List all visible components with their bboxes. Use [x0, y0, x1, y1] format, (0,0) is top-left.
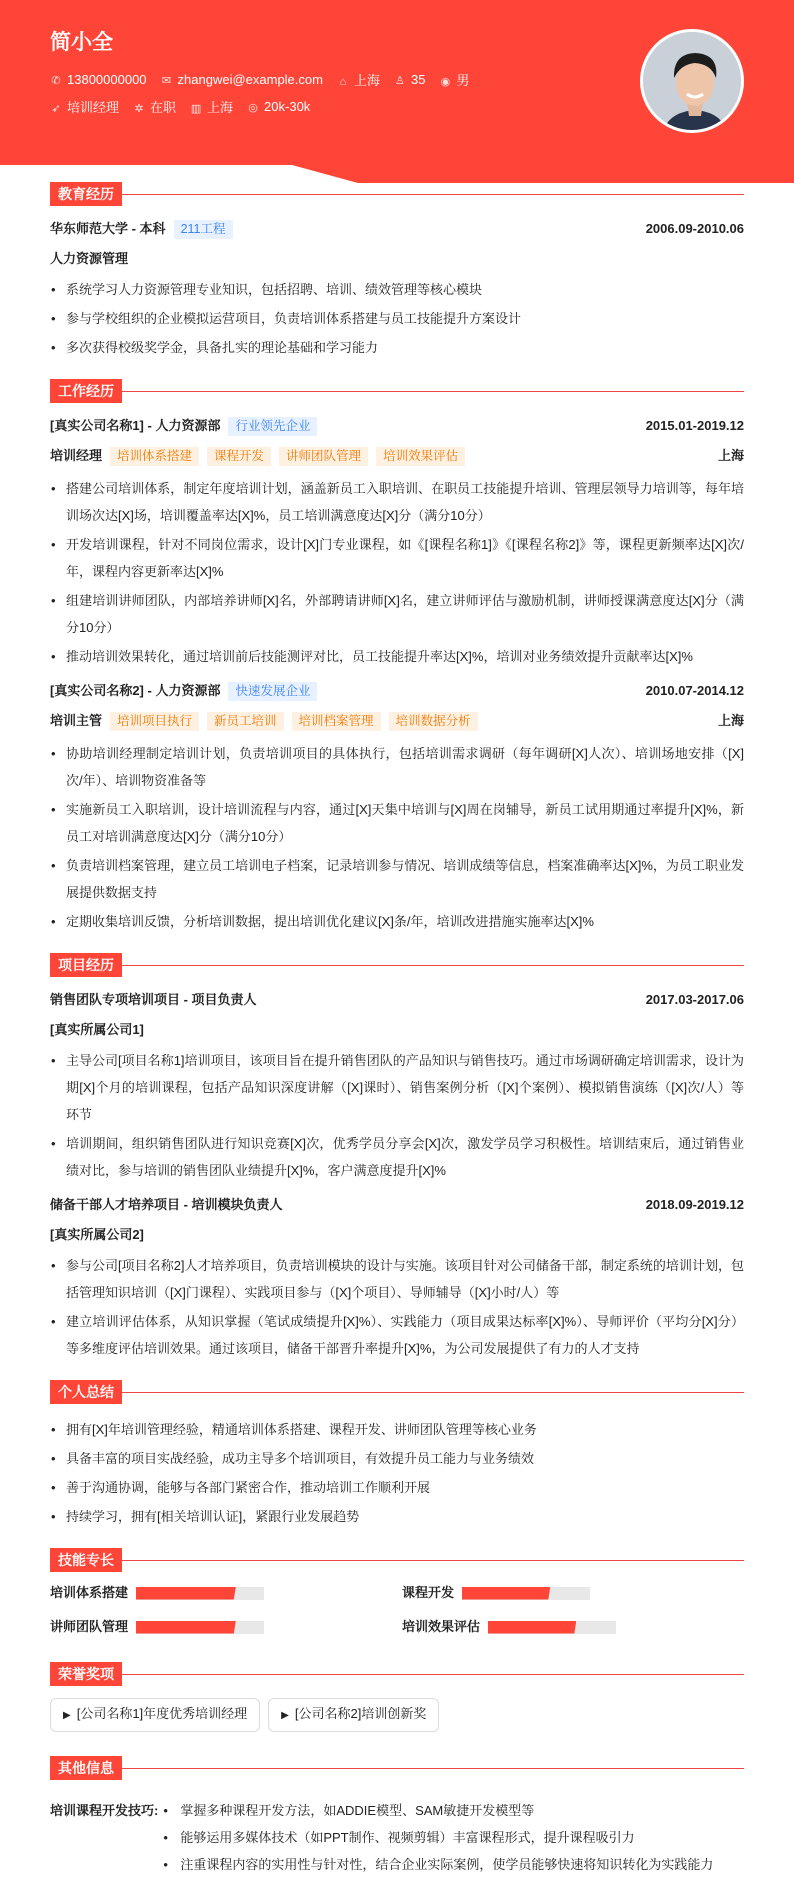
divider — [122, 1560, 744, 1561]
divider — [122, 194, 744, 195]
job-role-row — [50, 710, 744, 732]
list-item: • 实施新员工入职培训，设计培训流程与内容，通过[X]天集中培训与[X]周在岗辅导，新员工试用期通过率提升[X]%，新员工对培训满意度达[X]分（满分10分） — [50, 796, 744, 850]
email: zhangwei@example.com — [177, 72, 323, 87]
list-item: • 多次获得校级奖学金，具备扎实的理论基础和学习能力 — [50, 334, 744, 361]
other-label: 培训课程开发技巧: — [50, 1803, 159, 1818]
list-item: • 注重课程内容的实用性与针对性，结合企业实际案例，使学员能够快速将知识转化为实践能力 — [162, 1852, 713, 1878]
list-item: • 善于沟通协调，能够与各部门紧密合作，推动培训工作顺利开展 — [50, 1474, 744, 1501]
skill-tag: 新员工培训 — [207, 712, 284, 731]
skill-bar-fill — [488, 1621, 576, 1634]
list-item: • 能够运用多媒体技术（如PPT制作、视频剪辑）丰富课程形式，提升课程吸引力 — [162, 1825, 713, 1851]
skill-tag: 课程开发 — [207, 447, 271, 466]
project-header — [50, 1194, 744, 1216]
list-item: • 参与学校组织的企业模拟运营项目，负责培训体系搭建与员工技能提升方案设计 — [50, 305, 744, 332]
skill-bar-fill — [462, 1587, 550, 1600]
list-item: • 负责培训档案管理，建立员工培训电子档案，记录培训参与情况、培训成绩等信息，档案准确率达[X]%，为员工职业发展提供数据支持 — [50, 852, 744, 906]
age: 35 — [410, 72, 426, 87]
date: 2010.07-2014.12 — [645, 683, 744, 698]
section-title: 荣誉奖项 — [50, 1662, 122, 1686]
date: 2018.09-2019.12 — [645, 1197, 744, 1212]
list-item: • 定期收集培训反馈，分析培训数据，提出培训优化建议[X]条/年，培训改进措施实施率达[X]% — [50, 908, 744, 935]
skill-name: 培训效果评估 — [402, 1619, 481, 1634]
job-title-group — [50, 415, 317, 437]
job-intent-row — [50, 97, 310, 116]
skill-bar — [136, 1621, 264, 1634]
gender-icon: ◉ — [440, 76, 451, 88]
project-header — [50, 989, 744, 1011]
section-title: 个人总结 — [50, 1380, 122, 1404]
list-item: • 拥有[X]年培训管理经验，精通培训体系搭建、课程开发、讲师团队管理等核心业务 — [50, 1416, 744, 1443]
major: 人力资源管理 — [50, 251, 129, 266]
award-label: [公司名称2]培训创新奖 — [294, 1706, 427, 1721]
resume-body — [50, 182, 744, 1879]
job-header — [50, 415, 744, 437]
mail-icon: ✉ — [161, 75, 172, 87]
location: 上海 — [717, 713, 744, 728]
role-group — [50, 710, 478, 732]
section-title: 其他信息 — [50, 1756, 122, 1780]
skill-name: 讲师团队管理 — [50, 1619, 129, 1634]
skills-grid — [50, 1584, 744, 1636]
role-group — [50, 445, 465, 467]
skill-tag: 培训体系搭建 — [110, 447, 199, 466]
award-item[interactable] — [268, 1698, 439, 1732]
skill-item — [402, 1618, 744, 1636]
list-item: • 推动培训效果转化，通过培训前后技能测评对比，员工技能提升率达[X]%，培训对业务绩效提升贡献率达[X]% — [50, 643, 744, 670]
salary: 20k-30k — [264, 99, 311, 114]
home-icon: ⌂ — [339, 76, 347, 88]
list-item: • 培训期间，组织销售团队进行知识竞赛[X]次，优秀学员分享会[X]次，激发学员学习积极性。培训结束后，通过销售业绩对比，参与培训的销售团队业绩提升[X]%，客户满意度提升[X]% — [50, 1130, 744, 1184]
project-bullets — [50, 1047, 744, 1184]
skill-item — [50, 1584, 402, 1602]
list-item: • 主导公司[项目名称1]培训项目，该项目旨在提升销售团队的产品知识与销售技巧。通过市场调研确定培训需求，设计为期[X]个月的培训课程，包括产品知识深度讲解（[X]课时）、销售案例分析（[X]个案例）、模拟销售演练（[X]次/人）等环节 — [50, 1047, 744, 1128]
list-item: • 掌握多种课程开发方法，如ADDIE模型、SAM敏捷开发模型等 — [162, 1798, 713, 1824]
section-summary — [50, 1380, 744, 1404]
skill-item — [402, 1584, 744, 1602]
company-tag: 行业领先企业 — [228, 417, 317, 436]
education-row — [50, 218, 744, 240]
skill-bar — [462, 1587, 590, 1600]
project-company: [真实所属公司2] — [50, 1227, 144, 1242]
awards-list — [50, 1698, 744, 1732]
section-title: 工作经历 — [50, 379, 122, 403]
position: 培训经理 — [67, 100, 120, 115]
list-item: • 参与公司[项目名称2]人才培养项目，负责培训模块的设计与实施。该项目针对公司储备干部，制定系统的培训计划，包括管理知识培训（[X]门课程）、实践项目参与（[X]个项目）、导师辅导（[X]小时/人）等 — [50, 1252, 744, 1306]
job-bullets — [50, 740, 744, 935]
date: 2017.03-2017.06 — [645, 992, 744, 1007]
divider — [122, 1674, 744, 1675]
list-item: • 具备丰富的项目实战经验，成功主导多个培训项目，有效提升员工能力与业务绩效 — [50, 1445, 744, 1472]
section-skills — [50, 1548, 744, 1572]
skill-tag: 培训项目执行 — [110, 712, 199, 731]
list-item: • 搭建公司培训体系，制定年度培训计划，涵盖新员工入职培训、在职员工技能提升培训、管理层领导力培训等，每年培训场次达[X]场，培训覆盖率达[X]%，员工培训满意度达[X]分（满分10分） — [50, 475, 744, 529]
list-item: • 建立培训评估体系，从知识掌握（笔试成绩提升[X]%）、实践能力（项目成果达标率[X]%）、导师评价（平均分[X]分）等多维度评估培训效果。通过该项目，储备干部晋升率提升[X]%，为公司发展提供了有力的人才支持 — [50, 1308, 744, 1362]
project-title: 储备干部人才培养项目 - 培训模块负责人 — [50, 1197, 283, 1212]
company: [真实公司名称1] - 人力资源部 — [50, 418, 221, 433]
job-header — [50, 680, 744, 702]
role: 培训经理 — [50, 448, 103, 463]
project-bullets — [50, 1252, 744, 1362]
project-company: [真实所属公司1] — [50, 1022, 144, 1037]
skill-tag: 培训数据分析 — [389, 712, 478, 731]
job-title-group — [50, 680, 317, 702]
phone-icon: ✆ — [51, 75, 61, 87]
section-education — [50, 182, 744, 206]
education-bullets — [50, 276, 744, 361]
section-title: 项目经历 — [50, 953, 122, 977]
avatar — [640, 29, 744, 133]
city: 上海 — [353, 73, 380, 88]
skill-bar-fill — [136, 1587, 236, 1600]
gender: 男 — [456, 73, 470, 88]
skill-item — [50, 1618, 402, 1636]
target-city: 上海 — [207, 100, 234, 115]
skill-tag: 培训效果评估 — [376, 447, 465, 466]
project-title: 销售团队专项培训项目 - 项目负责人 — [50, 992, 257, 1007]
age-icon: ♙ — [395, 75, 405, 87]
list-item: • 开发培训课程，针对不同岗位需求，设计[X]门专业课程，如《[课程名称1]》《[课程名称2]》等，课程更新频率达[X]次/年，课程内容更新率达[X]% — [50, 531, 744, 585]
company: [真实公司名称2] - 人力资源部 — [50, 683, 221, 698]
summary-bullets — [50, 1416, 744, 1530]
list-item: • 协助培训经理制定培训计划，负责培训项目的具体执行，包括培训需求调研（每年调研[X]人次）、培训场地安排（[X]次/年）、培训物资准备等 — [50, 740, 744, 794]
job-role-row — [50, 445, 744, 467]
status: 在职 — [150, 100, 177, 115]
skill-bar-fill — [136, 1621, 236, 1634]
divider — [122, 1392, 744, 1393]
send-icon: ➶ — [51, 103, 61, 115]
status-icon: ✲ — [134, 103, 144, 115]
other-info — [50, 1798, 744, 1879]
section-title: 教育经历 — [50, 182, 122, 206]
section-work — [50, 379, 744, 403]
triangle-icon: ▶ — [281, 1710, 289, 1721]
divider — [122, 965, 744, 966]
date: 2015.01-2019.12 — [645, 418, 744, 433]
company-tag: 快速发展企业 — [228, 682, 317, 701]
award-item[interactable] — [50, 1698, 260, 1732]
skill-name: 课程开发 — [402, 1585, 455, 1600]
list-item: • 持续学习，拥有[相关培训认证]，紧跟行业发展趋势 — [50, 1503, 744, 1530]
school-tag: 211工程 — [174, 220, 233, 239]
divider — [122, 1768, 744, 1769]
section-title: 技能专长 — [50, 1548, 122, 1572]
skill-name: 培训体系搭建 — [50, 1585, 129, 1600]
contact-row — [50, 70, 469, 89]
skill-tag: 培训档案管理 — [292, 712, 381, 731]
school: 华东师范大学 - 本科 — [50, 221, 166, 236]
section-other — [50, 1756, 744, 1780]
salary-icon: ◎ — [248, 102, 258, 114]
skill-bar — [488, 1621, 616, 1634]
header-banner — [0, 0, 794, 183]
award-label: [公司名称1]年度优秀培训经理 — [76, 1706, 248, 1721]
candidate-name: 简小全 — [50, 31, 113, 54]
skill-bar — [136, 1587, 264, 1600]
list-item: • 系统学习人力资源管理专业知识，包括招聘、培训、绩效管理等核心模块 — [50, 276, 744, 303]
building-icon: ▥ — [190, 103, 202, 115]
triangle-icon: ▶ — [63, 1710, 71, 1721]
date: 2006.09-2010.06 — [645, 221, 744, 236]
list-item: • 组建培训讲师团队，内部培养讲师[X]名，外部聘请讲师[X]名，建立讲师评估与激励机制，讲师授课满意度达[X]分（满分10分） — [50, 587, 744, 641]
location: 上海 — [717, 448, 744, 463]
divider — [122, 391, 744, 392]
skill-tag: 讲师团队管理 — [279, 447, 368, 466]
section-awards — [50, 1662, 744, 1686]
phone: 13800000000 — [67, 72, 147, 87]
section-projects — [50, 953, 744, 977]
job-bullets — [50, 475, 744, 670]
role: 培训主管 — [50, 713, 103, 728]
